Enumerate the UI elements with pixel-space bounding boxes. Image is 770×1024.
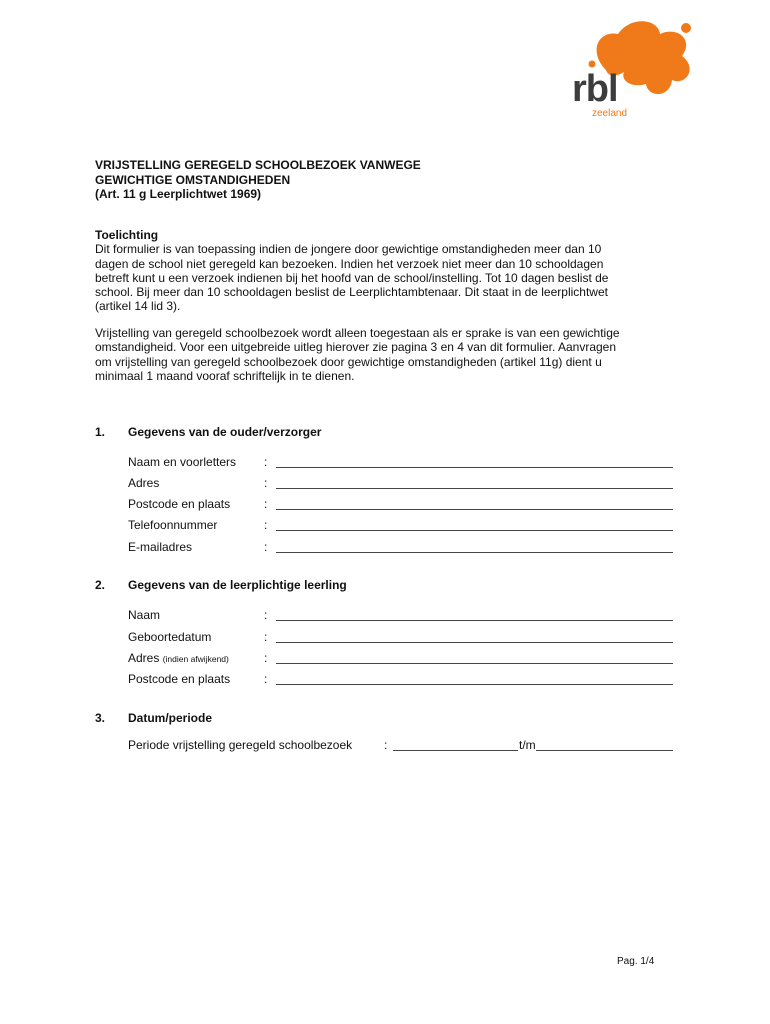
adres-ouder-input[interactable]	[276, 474, 673, 488]
title-line-3: (Art. 11 g Leerplichtwet 1969)	[95, 187, 262, 201]
field-label: Adres	[128, 476, 160, 490]
field-underline	[276, 552, 673, 553]
section-1-title: Gegevens van de ouder/verzorger	[128, 425, 322, 439]
field-adres-leerling	[128, 651, 673, 667]
periode-start-input[interactable]	[393, 750, 518, 751]
field-label: Postcode en plaats	[128, 672, 231, 686]
field-underline	[276, 467, 673, 468]
vrijstelling-paragraph	[95, 326, 620, 383]
periode-separator: t/m	[519, 738, 536, 752]
field-label-text: Adres	[128, 651, 160, 665]
paragraph-line: minimaal 1 maand vooraf schriftelijk in te dienen.	[95, 368, 355, 383]
logo-text: rbl	[572, 68, 618, 110]
section-3-number: 3.	[95, 711, 106, 725]
title-line-2: GEWICHTIGE OMSTANDIGHEDEN	[95, 172, 291, 187]
field-label: Naam	[128, 608, 161, 622]
logo-subtitle: zeeland	[592, 108, 628, 119]
paragraph-line: omstandigheid. Voor een uitgebreide uitleg hierover zie pagina 3 en 4 van dit formulier. Aanvragen	[95, 340, 617, 355]
field-colon: :	[264, 651, 268, 665]
field-adres-ouder	[128, 476, 673, 492]
geboortedatum-input[interactable]	[276, 628, 673, 642]
field-emailadres	[128, 540, 673, 556]
field-underline	[276, 642, 673, 643]
field-colon: :	[264, 455, 268, 469]
field-colon: :	[264, 672, 268, 686]
field-label-note: (indien afwijkend)	[162, 654, 229, 664]
document-title	[95, 158, 421, 202]
field-colon: :	[264, 540, 268, 554]
paragraph-line: school. Bij meer dan 10 schooldagen beslist de Leerplichtambtenaar. Dit staat in de leerplichtwet	[95, 285, 608, 300]
field-geboortedatum	[128, 630, 673, 646]
field-naam-leerling	[128, 608, 673, 624]
field-label: E-mailadres	[128, 540, 193, 554]
field-label: Periode vrijstelling geregeld schoolbezoek	[128, 738, 353, 752]
field-underline	[276, 488, 673, 489]
section-2-number: 2.	[95, 578, 106, 592]
page-number: Pag. 1/4	[617, 956, 655, 967]
field-underline	[276, 530, 673, 531]
field-postcode-plaats-ouder	[128, 497, 673, 513]
field-label	[128, 651, 229, 665]
field-colon: :	[264, 497, 268, 511]
section-1-number: 1.	[95, 425, 106, 439]
field-colon: :	[384, 738, 388, 752]
field-underline	[276, 663, 673, 664]
adres-leerling-input[interactable]	[276, 649, 673, 663]
paragraph-line: om vrijstelling van geregeld schoolbezoek door gewichtige omstandigheden (artikel 11g) dient u	[95, 354, 602, 369]
paragraph-line: dagen de school niet geregeld kan bezoeken. Indien het verzoek niet meer dan 10 schooldagen	[95, 256, 604, 271]
paragraph-line: betreft kunt u een verzoek indienen bij het hoofd van de school/instelling. Tot 10 dagen beslist de	[95, 270, 609, 285]
naam-voorletters-input[interactable]	[276, 453, 673, 467]
field-underline	[276, 509, 673, 510]
periode-end-input[interactable]	[536, 750, 673, 751]
paragraph-line: Dit formulier is van toepassing indien de jongere door gewichtige omstandigheden meer dan 10	[95, 242, 602, 257]
toelichting-heading: Toelichting	[95, 228, 159, 242]
field-underline	[276, 684, 673, 685]
field-periode	[128, 738, 673, 754]
field-telefoonnummer	[128, 518, 673, 534]
field-naam-voorletters	[128, 455, 673, 471]
telefoonnummer-input[interactable]	[276, 516, 673, 530]
field-colon: :	[264, 518, 268, 532]
field-colon: :	[264, 476, 268, 490]
field-colon: :	[264, 630, 268, 644]
postcode-plaats-leerling-input[interactable]	[276, 670, 673, 684]
field-postcode-plaats-leerling	[128, 672, 673, 688]
paragraph-line: (artikel 14 lid 3).	[95, 299, 181, 314]
field-label: Geboortedatum	[128, 630, 212, 644]
field-label: Postcode en plaats	[128, 497, 231, 511]
emailadres-input[interactable]	[276, 538, 673, 552]
field-label: Telefoonnummer	[128, 518, 218, 532]
paragraph-line: Vrijstelling van geregeld schoolbezoek wordt alleen toegestaan als er sprake is van een gewichtige	[95, 326, 620, 340]
naam-leerling-input[interactable]	[276, 606, 673, 620]
field-label: Naam en voorletters	[128, 455, 237, 469]
section-2-title: Gegevens van de leerplichtige leerling	[128, 578, 347, 592]
section-3-title: Datum/periode	[128, 711, 213, 725]
field-underline	[276, 620, 673, 621]
field-colon: :	[264, 608, 268, 622]
postcode-plaats-ouder-input[interactable]	[276, 495, 673, 509]
title-line-1: VRIJSTELLING GEREGELD SCHOOLBEZOEK VANWEGE	[95, 158, 421, 172]
toelichting-block	[95, 228, 608, 314]
